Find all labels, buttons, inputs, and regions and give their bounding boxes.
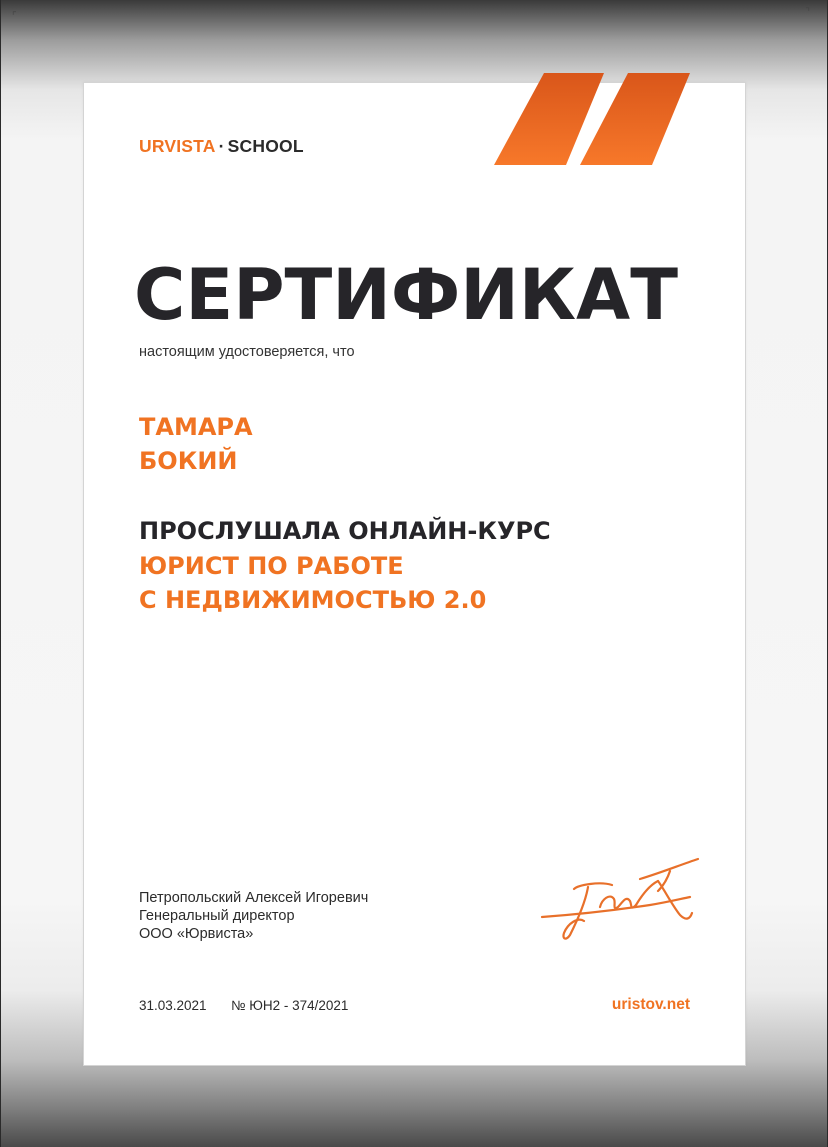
signer-position: Генеральный директор (139, 908, 295, 924)
logo-brand: URVISTA (139, 136, 216, 156)
recipient-first-name: ТАМАРА (139, 413, 253, 441)
course-name (139, 549, 486, 617)
certificate-subtitle: настоящим удостоверяется, что (139, 344, 355, 360)
corner-mark-top-left: ⌜ (12, 11, 17, 22)
certificate (83, 82, 746, 1066)
course-name-line1: ЮРИСТ ПО РАБОТЕ (139, 552, 404, 580)
corner-mark-top-right: ⌝ (805, 7, 810, 18)
signer-name: Петропольский Алексей Игоревич (139, 890, 369, 906)
logo-school: SCHOOL (227, 136, 304, 156)
website-link[interactable]: uristov.net (611, 996, 690, 1013)
certificate-title: СЕРТИФИКАТ (134, 254, 678, 336)
certificate-number: № ЮН2 - 374/2021 (231, 998, 349, 1013)
issue-date: 31.03.2021 (139, 998, 207, 1013)
logo-separator: · (218, 136, 225, 156)
signer-block (139, 889, 368, 943)
screen-edge-left (0, 0, 1, 1147)
course-intro: ПРОСЛУШАЛА ОНЛАЙН-КУРС (139, 517, 551, 545)
quote-mark-icon (492, 73, 692, 165)
school-logo (139, 136, 304, 157)
recipient-last-name: БОКИЙ (139, 447, 238, 475)
course-name-line2: С НЕДВИЖИМОСТЬЮ 2.0 (139, 586, 487, 614)
signature-icon (540, 855, 705, 945)
signer-organization: ООО «Юрвиста» (139, 926, 254, 942)
recipient-name (139, 410, 253, 478)
